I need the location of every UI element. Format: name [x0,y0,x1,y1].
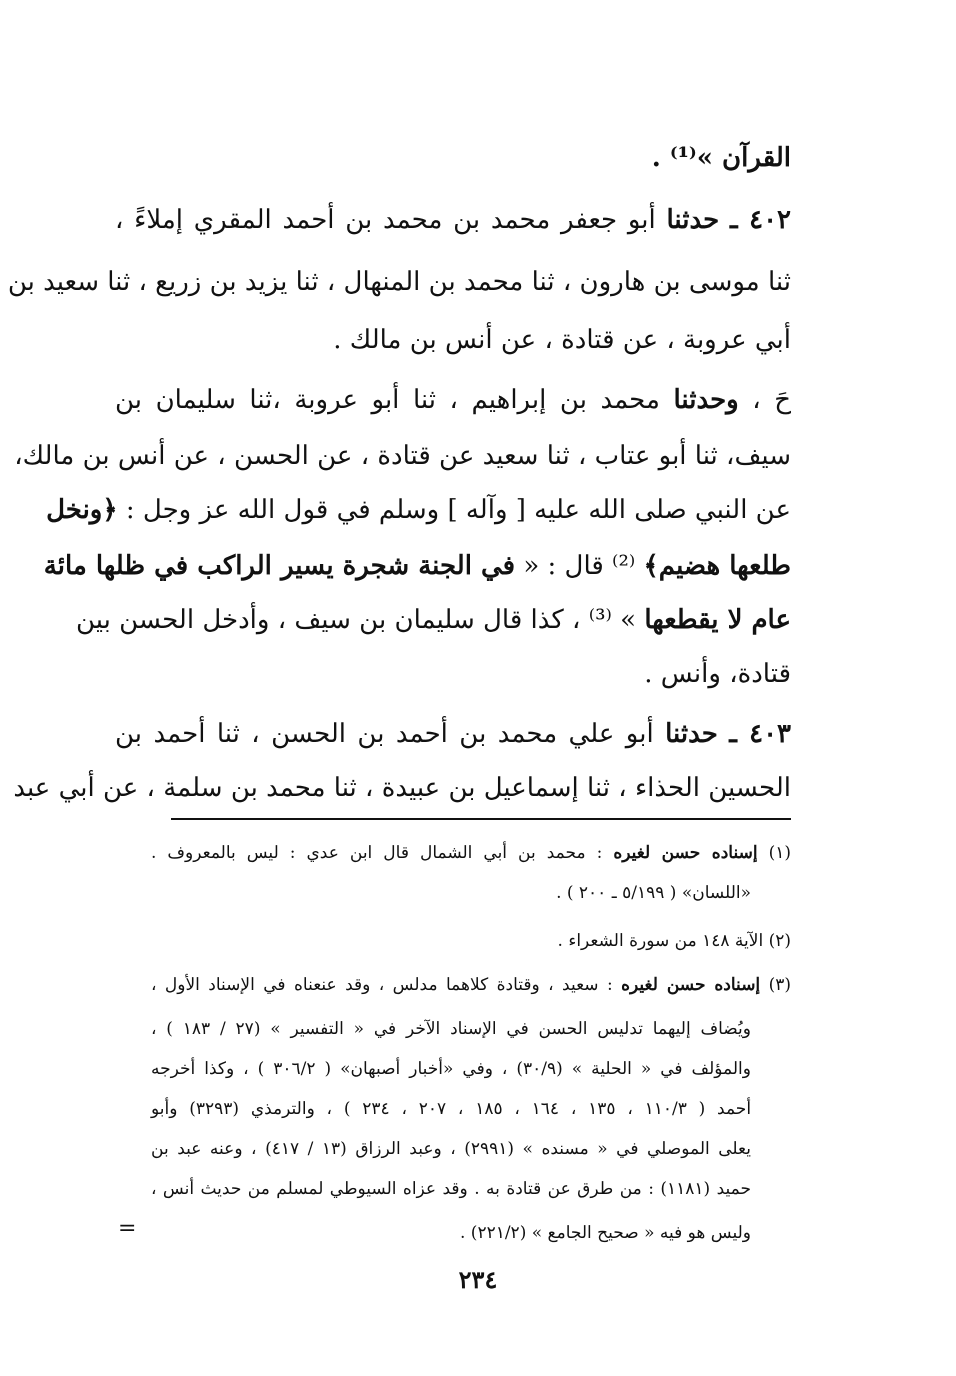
hadith-402-heading-line [115,200,791,240]
body-line-9-text: » ⁽³⁾ ، كذا قال سليمان بن سيف ، وأدخل الحسن بين [76,605,637,635]
body-line-12: الحسين الحذاء ، ثنا إسماعيل بن عبيدة ، ثنا محمد بن سلمة ، عن أبي عبد [13,773,791,803]
footnote-1-line-2: «اللسان» ( ٥/١٩٩ ـ ٢٠٠ ) . [556,883,751,903]
footnote-3-line-3: والمؤلف في « الحلية » (٣٠/٩) ، وفي «أخبار أصبهان» ( ٣٠٦/٢ ) ، وكذا أخرجه [151,1059,751,1079]
body-line-1 [115,138,791,178]
continuation-mark: = [118,1216,137,1241]
footnote-1-text: : محمد بن أبي الشمال قال ابن عدي : ليس بالمعروف . [151,843,603,863]
footnote-1-grading: إسناده حسن لغيره [613,843,758,863]
footnote-1 [151,838,791,868]
body-line-7 [46,490,791,530]
body-line-9 [76,600,791,640]
quran-verse-end: طلعها هضيم﴾ [643,551,791,581]
footnote-separator [171,818,791,820]
body-line-3: ثنا موسى بن هارون ، ثنا محمد بن المنهال ، ثنا يزيد بن زريع ، ثنا سعيد بن [7,267,791,297]
body-line-4: أبي عروبة ، عن قتادة ، عن أنس بن مالك . [333,325,791,355]
footnote-3-line-5: يعلى الموصلي في « مسنده » (٢٩٩١) ، وعبد الرزاق (١٣ / ٤١٧) ، وعنه عبد بن [151,1139,751,1159]
page-number: ٢٣٤ [458,1265,498,1294]
footnote-3-line-4: أحمد ( ١١٠/٣ ، ١٣٥ ، ١٦٤ ، ١٨٥ ، ٢٠٧ ، ٢٣٤ ) ، والترمذي (٣٢٩٣) وأبو [151,1099,752,1119]
hadith-402-narration-word: حدثنا [666,205,720,235]
footnote-3-line-7: وليس هو فيه « صحيح الجامع » (٢٢١/٢) . [459,1223,751,1243]
body-line-8 [43,546,791,586]
footnote-3-grading: إسناده حسن لغيره [621,975,761,995]
hadith-matn-start: في الجنة شجرة يسير الراكب في ظلها مائة [43,551,516,581]
second-chain-word: وحدثنا [673,385,739,415]
footnote-3-line-6: حميد (١١٨١) : من طرق عن قتادة به . وقد عزاه السيوطي لمسلم من حديث أنس ، [151,1179,751,1199]
body-line-5 [115,380,791,420]
body-line-7-text: عن النبي صلى الله عليه [ وآله ] وسلم في قول الله عز وجل : [125,495,791,525]
body-line-10: قتادة، وأنس . [644,659,791,689]
hadith-matn-end: عام لا يقطعها [644,605,791,635]
body-line-6: سيف، ثنا أبو عتاب ، ثنا سعيد عن قتادة ، عن الحسن ، عن أنس بن مالك، [14,441,791,471]
tahwil-mark: حَ ، [752,385,792,415]
hadith-402-text: أبو جعفر محمد بن محمد بن أحمد المقري إملاءً ، [115,205,656,235]
footnote-3-marker: (٣) [768,975,792,995]
footnote-3-line-2: ويُضاف إليهما تدليس الحسن في الإسناد الآخر في « التفسير » (٢٧ / ١٨٣ ) ، [151,1019,751,1039]
hadith-403-heading-line [115,714,791,754]
hadith-number-403: ٤٠٣ ـ [729,719,792,749]
hadith-403-narration-word: حدثنا [665,719,718,749]
quran-word: القرآن »⁽¹⁾ . [651,143,791,173]
body-line-5-text: محمد بن إبراهيم ، ثنا أبو عروبة ،ثنا سليمان بن [115,385,660,415]
footnote-2: (٢) الآية ١٤٨ من سورة الشعراء . [557,931,791,951]
footnote-3 [151,970,791,1000]
footnote-1-marker: (١) [768,843,791,863]
hadith-number-402: ٤٠٢ ـ [729,205,792,235]
footnote-3-text: : سعيد ، وقتادة كلاهما مدلس ، وقد عنعناه في الإسناد الأول ، [151,975,613,995]
body-line-8-text: ⁽²⁾ قال : « [523,551,636,581]
hadith-403-text: أبو علي محمد بن أحمد بن الحسن ، ثنا أحمد بن [115,719,654,749]
quran-verse-start: ﴿ونخل [46,495,118,525]
